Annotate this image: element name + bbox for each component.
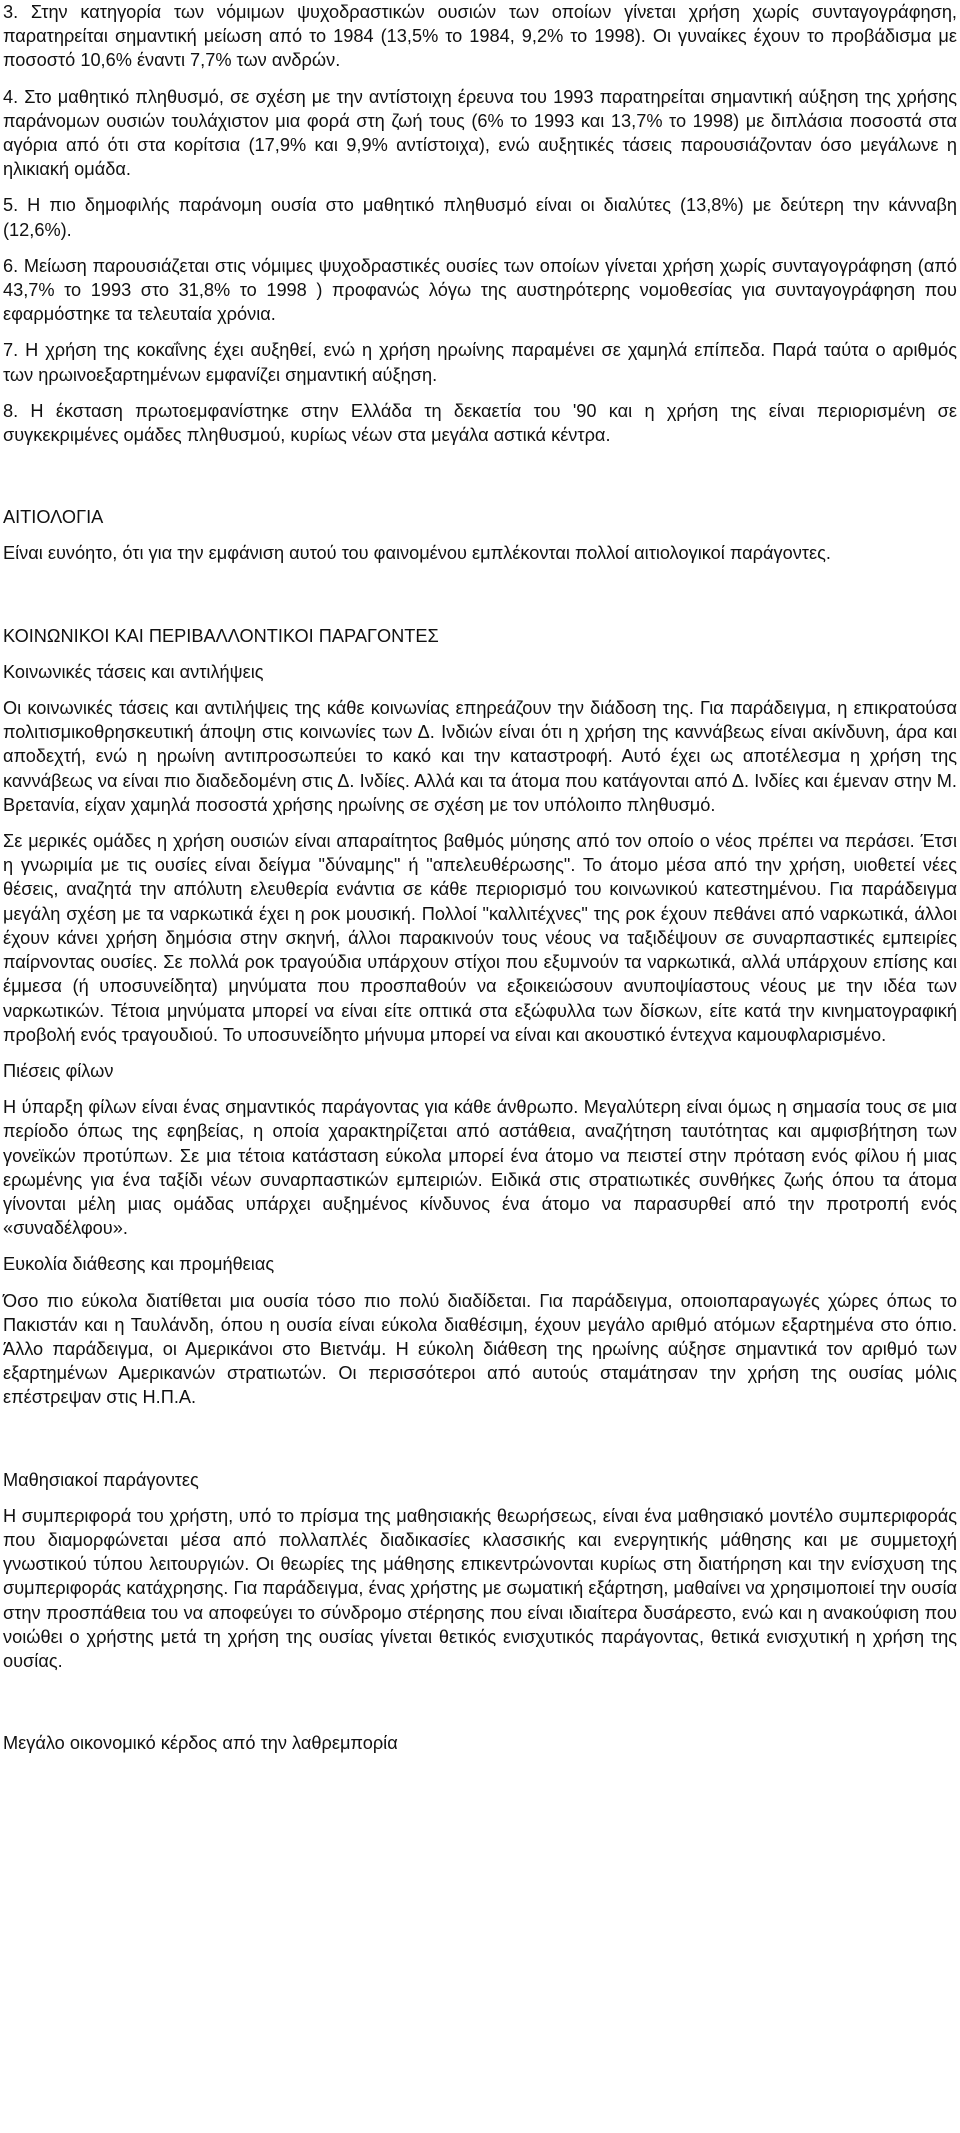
paragraph: Οι κοινωνικές τάσεις και αντιλήψεις της κάθε κοινωνίας επηρεάζουν την διάδοση της. Για παράδειγμα, η επικρατούσα πολιτισμικοθρησκευτική άποψη στις κοινωνίες των Δ. Ινδιών είναι ότι η χρήση της καννάβεως είναι ακίνδυνη, άρα και αποδεχτή, ενώ η ηρωίνη αντιπροσωπεύει το κακό και την καταστροφή. Αυτό έχει ως αποτέλεσμα η χρήση της καννάβεως να είναι πιο διαδεδομένη στις Δ. Ινδίες. Αλλά και τα άτομα που κατάγονται από Δ. Ινδίες και έμεναν στην Μ. Βρετανία, είχαν χαμηλά ποσοστά χρήσης ηρωίνης σε σχέση με τον υπόλοιπο πληθυσμό. [3,698,957,815]
paragraph: 6. Μείωση παρουσιάζεται στις νόμιμες ψυχοδραστικές ουσίες των οποίων γίνεται χρήση χωρίς συνταγογράφηση (από 43,7% το 1993 στο 31,8% το 1998 ) προφανώς λόγω της αυστηρότερης νομοθεσίας για συνταγογράφηση που εφαρμόστηκε τα τελευταία χρόνια. [3,255,957,325]
document-body [3,0,957,1767]
section-heading: ΚΟΙΝΩΝΙΚΟΙ ΚΑΙ ΠΕΡΙΒΑΛΛΟΝΤΙΚΟΙ ΠΑΡΑΓΟΝΤΕΣ [3,625,439,646]
section-heading: ΑΙΤΙΟΛΟΓΙΑ [3,507,104,528]
section-spacer [3,578,957,624]
section-heading: Ευκολία διάθεσης και προμήθειας [3,1254,275,1275]
paragraph: 5. Η πιο δημοφιλής παράνομη ουσία στο μαθητικό πληθυσμό είναι οι διαλύτες (13,8%) με δεύτερη την κάνναβη (12,6%). [3,195,957,240]
paragraph: 8. Η έκσταση πρωτοεμφανίστηκε στην Ελλάδα τη δεκαετία του '90 και η χρήση της είναι περιορισμένη σε συγκεκριμένες ομάδες πληθυσμού, κυρίως νέων στα μεγάλα αστικά κέντρα. [3,400,957,446]
paragraph: Η συμπεριφορά του χρήστη, υπό το πρίσμα της μαθησιακής θεωρήσεως, είναι ένα μαθησιακό μοντέλο συμπεριφοράς που διαμορφώνεται μέσα από πολλαπλές διαδικασίες κλασσικής και ενεργητικής μάθησης και με συμμετοχή γνωστικού τύπου λειτουργιών. Οι θεωρίες της μάθησης επικεντρώνονται κυρίως στη διατήρηση και την ενίσχυση της συμπεριφοράς κατάχρησης. Για παράδειγμα, ένας χρήστης με σωματική εξάρτηση, μαθαίνει να χρησιμοποιεί την ουσία στην προσπάθεια του να αποφεύγει το σύνδρομο στέρησης που είναι ιδιαίτερα δυσάρεστο, ενώ και η ανακούφιση που νοιώθει ο χρήστης μετά τη χρήση της ουσίας γίνεται θετικός ενισχυτικός παράγοντας, θετικά ενισχυτική η χρήση της ουσίας. [3,1505,957,1671]
paragraph: 3. Στην κατηγορία των νόμιμων ψυχοδραστικών ουσιών των οποίων γίνεται χρήση χωρίς συνταγογράφηση, παρατηρείται σημαντική μείωση από το 1984 (13,5% το 1984, 9,2% το 1998). Οι γυναίκες έχουν το προβάδισμα με ποσοστό 10,6% έναντι 7,7% των ανδρών. [3,2,957,71]
paragraph: Όσο πιο εύκολα διατίθεται μια ουσία τόσο πιο πολύ διαδίδεται. Για παράδειγμα, οποιοπαραγωγές χώρες όπως το Πακιστάν και η Ταυλάνδη, όπου η ουσία είναι εύκολα διαθέσιμη, έχουν μεγάλο αριθμό ατόμων εξαρτημένα στο όπιο. Άλλο παράδειγμα, οι Αμερικάνοι στο Βιετνάμ. Η εύκολη διάθεση της ηρωίνης αύξησε σημαντικά τον αριθμό των εξαρτημένων Αμερικανών στρατιωτών. Οι περισσότεροι από αυτούς σταμάτησαν την χρήση της ουσίας μόλις επέστρεψαν στις Η.Π.Α. [3,1290,957,1408]
section-spacer [3,1422,957,1468]
section-heading: Πιέσεις φίλων [3,1060,114,1081]
paragraph: 4. Στο μαθητικό πληθυσμό, σε σχέση με την αντίστοιχη έρευνα του 1993 παρατηρείται σημαντική αύξηση της χρήσης παράνομων ουσιών τουλάχιστον μια φορά στη ζωή τους (6% το 1993 και 13,7% το 1998) με διπλάσια ποσοστά στα αγόρια από ότι στα κορίτσια (17,9% και 9,9% αντίστοιχα), ενώ αυξητικές τάσεις παρουσιάζονταν όσο μεγάλωνε η ηλικιακή ομάδα. [3,86,957,180]
section-spacer [3,1685,957,1731]
section-heading: Μεγάλο οικονομικό κέρδος από την λαθρεμπορία [3,1733,398,1754]
section-heading: Κοινωνικές τάσεις και αντιλήψεις [3,661,264,682]
paragraph: Η ύπαρξη φίλων είναι ένας σημαντικός παράγοντας για κάθε άνθρωπο. Μεγαλύτερη είναι όμως η σημασία τους σε μια περίοδο όπως της εφηβείας, η οποία χαρακτηρίζεται από αστάθεια, αναζήτηση ταυτότητας και αμφισβήτηση των γονεϊκών προτύπων. Σε μια τέτοια κατάσταση εύκολα μπορεί ένα άτομο να πειστεί στην πρόταση ενός φίλου ή μιας ερωμένης για ένα ταξίδι νέων συναρπαστικών εμπειριών. Ειδικά στις στρατιωτικές συνθήκες ζωής όπου τα άτομα γίνονται μέλη μιας ομάδας υπάρχει αυξημένος κίνδυνος ένα άτομο να παρασυρθεί από την προτροπή ενός «συναδέλφου». [3,1097,957,1239]
paragraph: Είναι ευνόητο, ότι για την εμφάνιση αυτού του φαινομένου εμπλέκονται πολλοί αιτιολογικοί παράγοντες. [3,543,831,564]
section-heading: Μαθησιακοί παράγοντες [3,1469,199,1490]
section-spacer [3,459,957,505]
paragraph: Σε μερικές ομάδες η χρήση ουσιών είναι απαραίτητος βαθμός μύησης από τον οποίο ο νέος πρέπει να περάσει. Έτσι η γνωριμία με τις ουσίες είναι δείγμα "δύναμης" ή "απελευθέρωσης". Το άτομο μέσα από την χρήση, υιοθετεί νέες θέσεις, αναζητά την απόλυτη ελευθερία ενάντια σε κάθε περιορισμό του κοινωνικού κατεστημένου. Για παράδειγμα μεγάλη σχέση με τα ναρκωτικά έχει η ροκ μουσική. Πολλοί "καλλιτέχνες" της ροκ έχουν πεθάνει από ναρκωτικά, άλλοι έχουν κάνει χρήση δημόσια στην σκηνή, άλλοι παρακινούν τους νέους να ταξιδέψουν σε συναρπαστικές εμπειρίες παίρνοντας ουσίες. Σε πολλά ροκ τραγούδια υπάρχουν στίχοι που εξυμνούν τα ναρκωτικά, αλλά υπάρχουν επίσης και έμμεσα (ή υποσυνείδητα) μηνύματα που προσπαθούν να εξοικειώσουν ανυποψίαστους νέους με την ιδέα των ναρκωτικών. Τέτοια μηνύματα μπορεί να είναι είτε οπτικά στα εξώφυλλα των δίσκων, είτε κατά την κινηματογραφική προβολή ενός τραγουδιού. Το υποσυνείδητο μήνυμα μπορεί να είναι και ακουστικό έντεχνα καμουφλαρισμένο. [3,831,957,1045]
paragraph: 7. Η χρήση της κοκαΐνης έχει αυξηθεί, ενώ η χρήση ηρωίνης παραμένει σε χαμηλά επίπεδα. Παρά ταύτα ο αριθμός των ηρωινοεξαρτημένων εμφανίζει σημαντική αύξηση. [3,340,957,385]
